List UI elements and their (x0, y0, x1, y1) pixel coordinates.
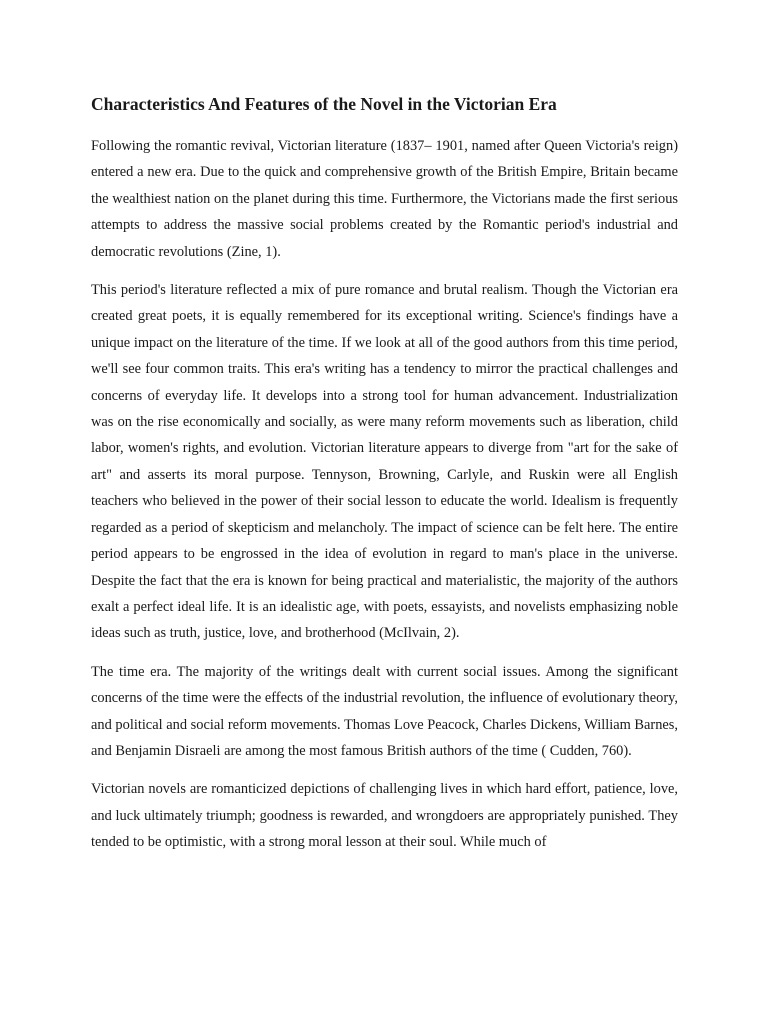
paragraph-intro: Following the romantic revival, Victorian literature (1837– 1901, named after Queen Victoria's reign) entered a new era. Due to the quick and comprehensive growth of the British Empire, Britain became the wealthiest nation on the planet during this time. Furthermore, the Victorians made the first serious attempts to address the massive social problems created by the Romantic period's industrial and democratic revolutions (Zine, 1). (91, 138, 678, 260)
paragraph-social-issues: The time era. The majority of the writings dealt with current social issues. Among the significant concerns of the time were the effects of the industrial revolution, the influence of evolutionary theory, and political and social reform movements. Thomas Love Peacock, Charles Dickens, William Barnes, and Benjamin Disraeli are among the most famous British authors of the time ( Cudden, 760). (91, 663, 678, 759)
document-page (91, 92, 678, 868)
document-title: Characteristics And Features of the Novel in the Victorian Era (91, 94, 557, 114)
paragraph-realism: This period's literature reflected a mix of pure romance and brutal realism. Though the Victorian era created great poets, it is equally remembered for its exceptional writing. Science's findings have a unique impact on the literature of the time. If we look at all of the good authors from this time period, we'll see four common traits. This era's writing has a tendency to mirror the practical challenges and concerns of everyday life. It develops into a strong tool for human advancement. Industrialization was on the rise economically and socially, as were many reform movements such as liberation, child labor, women's rights, and evolution. Victorian literature appears to diverge from "art for the sake of art" and asserts its moral purpose. Tennyson, Browning, Carlyle, and Ruskin were all English teachers who believed in the power of their social lesson to educate the world. Idealism is frequently regarded as a period of skepticism and melancholy. The impact of science can be felt here. The entire period appears to be engrossed in the idea of evolution in regard to man's place in the universe. Despite the fact that the era is known for being practical and materialistic, the majority of the authors exalt a perfect ideal life. It is an idealistic age, with poets, essayists, and novelists emphasizing noble ideas such as truth, justice, love, and brotherhood (McIlvain, 2). (91, 282, 678, 642)
paragraph-victorian-novels: Victorian novels are romanticized depictions of challenging lives in which hard effort, patience, love, and luck ultimately triumph; goodness is rewarded, and wrongdoers are appropriately punished. They tended to be optimistic, with a strong moral lesson at their soul. While much of (91, 781, 678, 851)
